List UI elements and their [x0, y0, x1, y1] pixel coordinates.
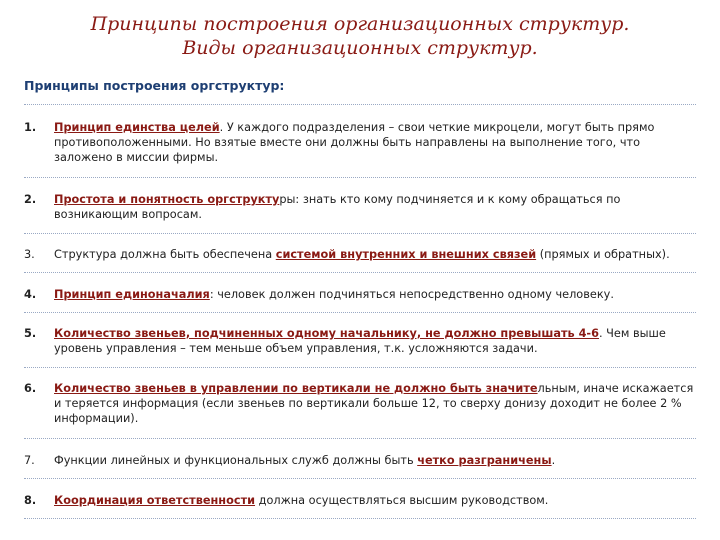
divider — [24, 272, 696, 273]
list-item — [24, 493, 696, 508]
item-highlight: Простота и понятность оргструкту — [54, 193, 280, 206]
item-number: 7. — [24, 454, 35, 467]
divider — [24, 233, 696, 234]
item-body: . — [551, 454, 556, 467]
list-item — [24, 192, 696, 222]
item-highlight: Количество звеньев в управлении по вертикали не должно быть значите — [54, 382, 538, 395]
list-item — [24, 326, 696, 356]
item-highlight: Количество звеньев, подчиненных одному начальнику, не должно превышать 4-6 — [54, 327, 599, 340]
divider — [24, 367, 696, 368]
item-text — [54, 287, 696, 302]
item-text — [54, 453, 696, 468]
list-item — [24, 287, 696, 302]
item-body: . У каждого подразделения – свои четкие микроцели, могут быть прямо противоположенными. Но взятые вместе они должны быть направлены на выполнение того, что заложено в миссии фирмы. — [54, 121, 655, 164]
item-text — [54, 192, 696, 222]
divider — [24, 518, 696, 519]
divider — [24, 104, 696, 105]
divider — [24, 312, 696, 313]
item-number: 3. — [24, 248, 35, 261]
item-pre: Структура должна быть обеспечена — [54, 248, 276, 261]
item-body: (прямых и обратных). — [536, 248, 670, 261]
section-heading: Принципы построения оргструктур: — [24, 78, 285, 93]
item-text — [54, 326, 696, 356]
item-pre: Функции линейных и функциональных служб должны быть — [54, 454, 418, 467]
page-title — [0, 12, 720, 60]
item-number: 6. — [24, 382, 37, 395]
item-number: 2. — [24, 193, 37, 206]
item-text — [54, 247, 696, 262]
list-item — [24, 381, 696, 426]
item-highlight: Координация ответственности — [54, 494, 256, 507]
item-body: льным, иначе искажается и теряется информация (если звеньев по вертикали больше 12, то сверху донизу доходит не более 2 % информации). — [54, 382, 694, 425]
divider — [24, 478, 696, 479]
item-number: 4. — [24, 288, 37, 301]
item-text — [54, 120, 696, 165]
item-highlight: Принцип единоначалия — [54, 288, 210, 301]
item-text — [54, 381, 696, 426]
item-body: должна осуществляться высшим руководством. — [255, 494, 549, 507]
item-body: ры: знать кто кому подчиняется и к кому обращаться по возникающим вопросам. — [54, 193, 621, 221]
divider — [24, 177, 696, 178]
item-number: 5. — [24, 327, 37, 340]
item-highlight: системой внутренних и внешних связей — [275, 248, 537, 261]
item-number: 8. — [24, 494, 37, 507]
item-body: : человек должен подчиняться непосредственно одному человеку. — [209, 288, 614, 301]
list-item — [24, 247, 696, 262]
title-line-2: Виды организационных структур. — [182, 37, 538, 59]
item-highlight: четко разграничены — [417, 454, 552, 467]
item-body: . Чем выше уровень управления – тем меньше объем управления, т.к. усложняются задачи. — [54, 327, 666, 355]
item-text — [54, 493, 696, 508]
list-item — [24, 453, 696, 468]
divider — [24, 438, 696, 439]
item-highlight: Принцип единства целей — [54, 121, 220, 134]
title-line-1: Принципы построения организационных структур. — [90, 13, 630, 35]
item-number: 1. — [24, 121, 37, 134]
list-item — [24, 120, 696, 165]
